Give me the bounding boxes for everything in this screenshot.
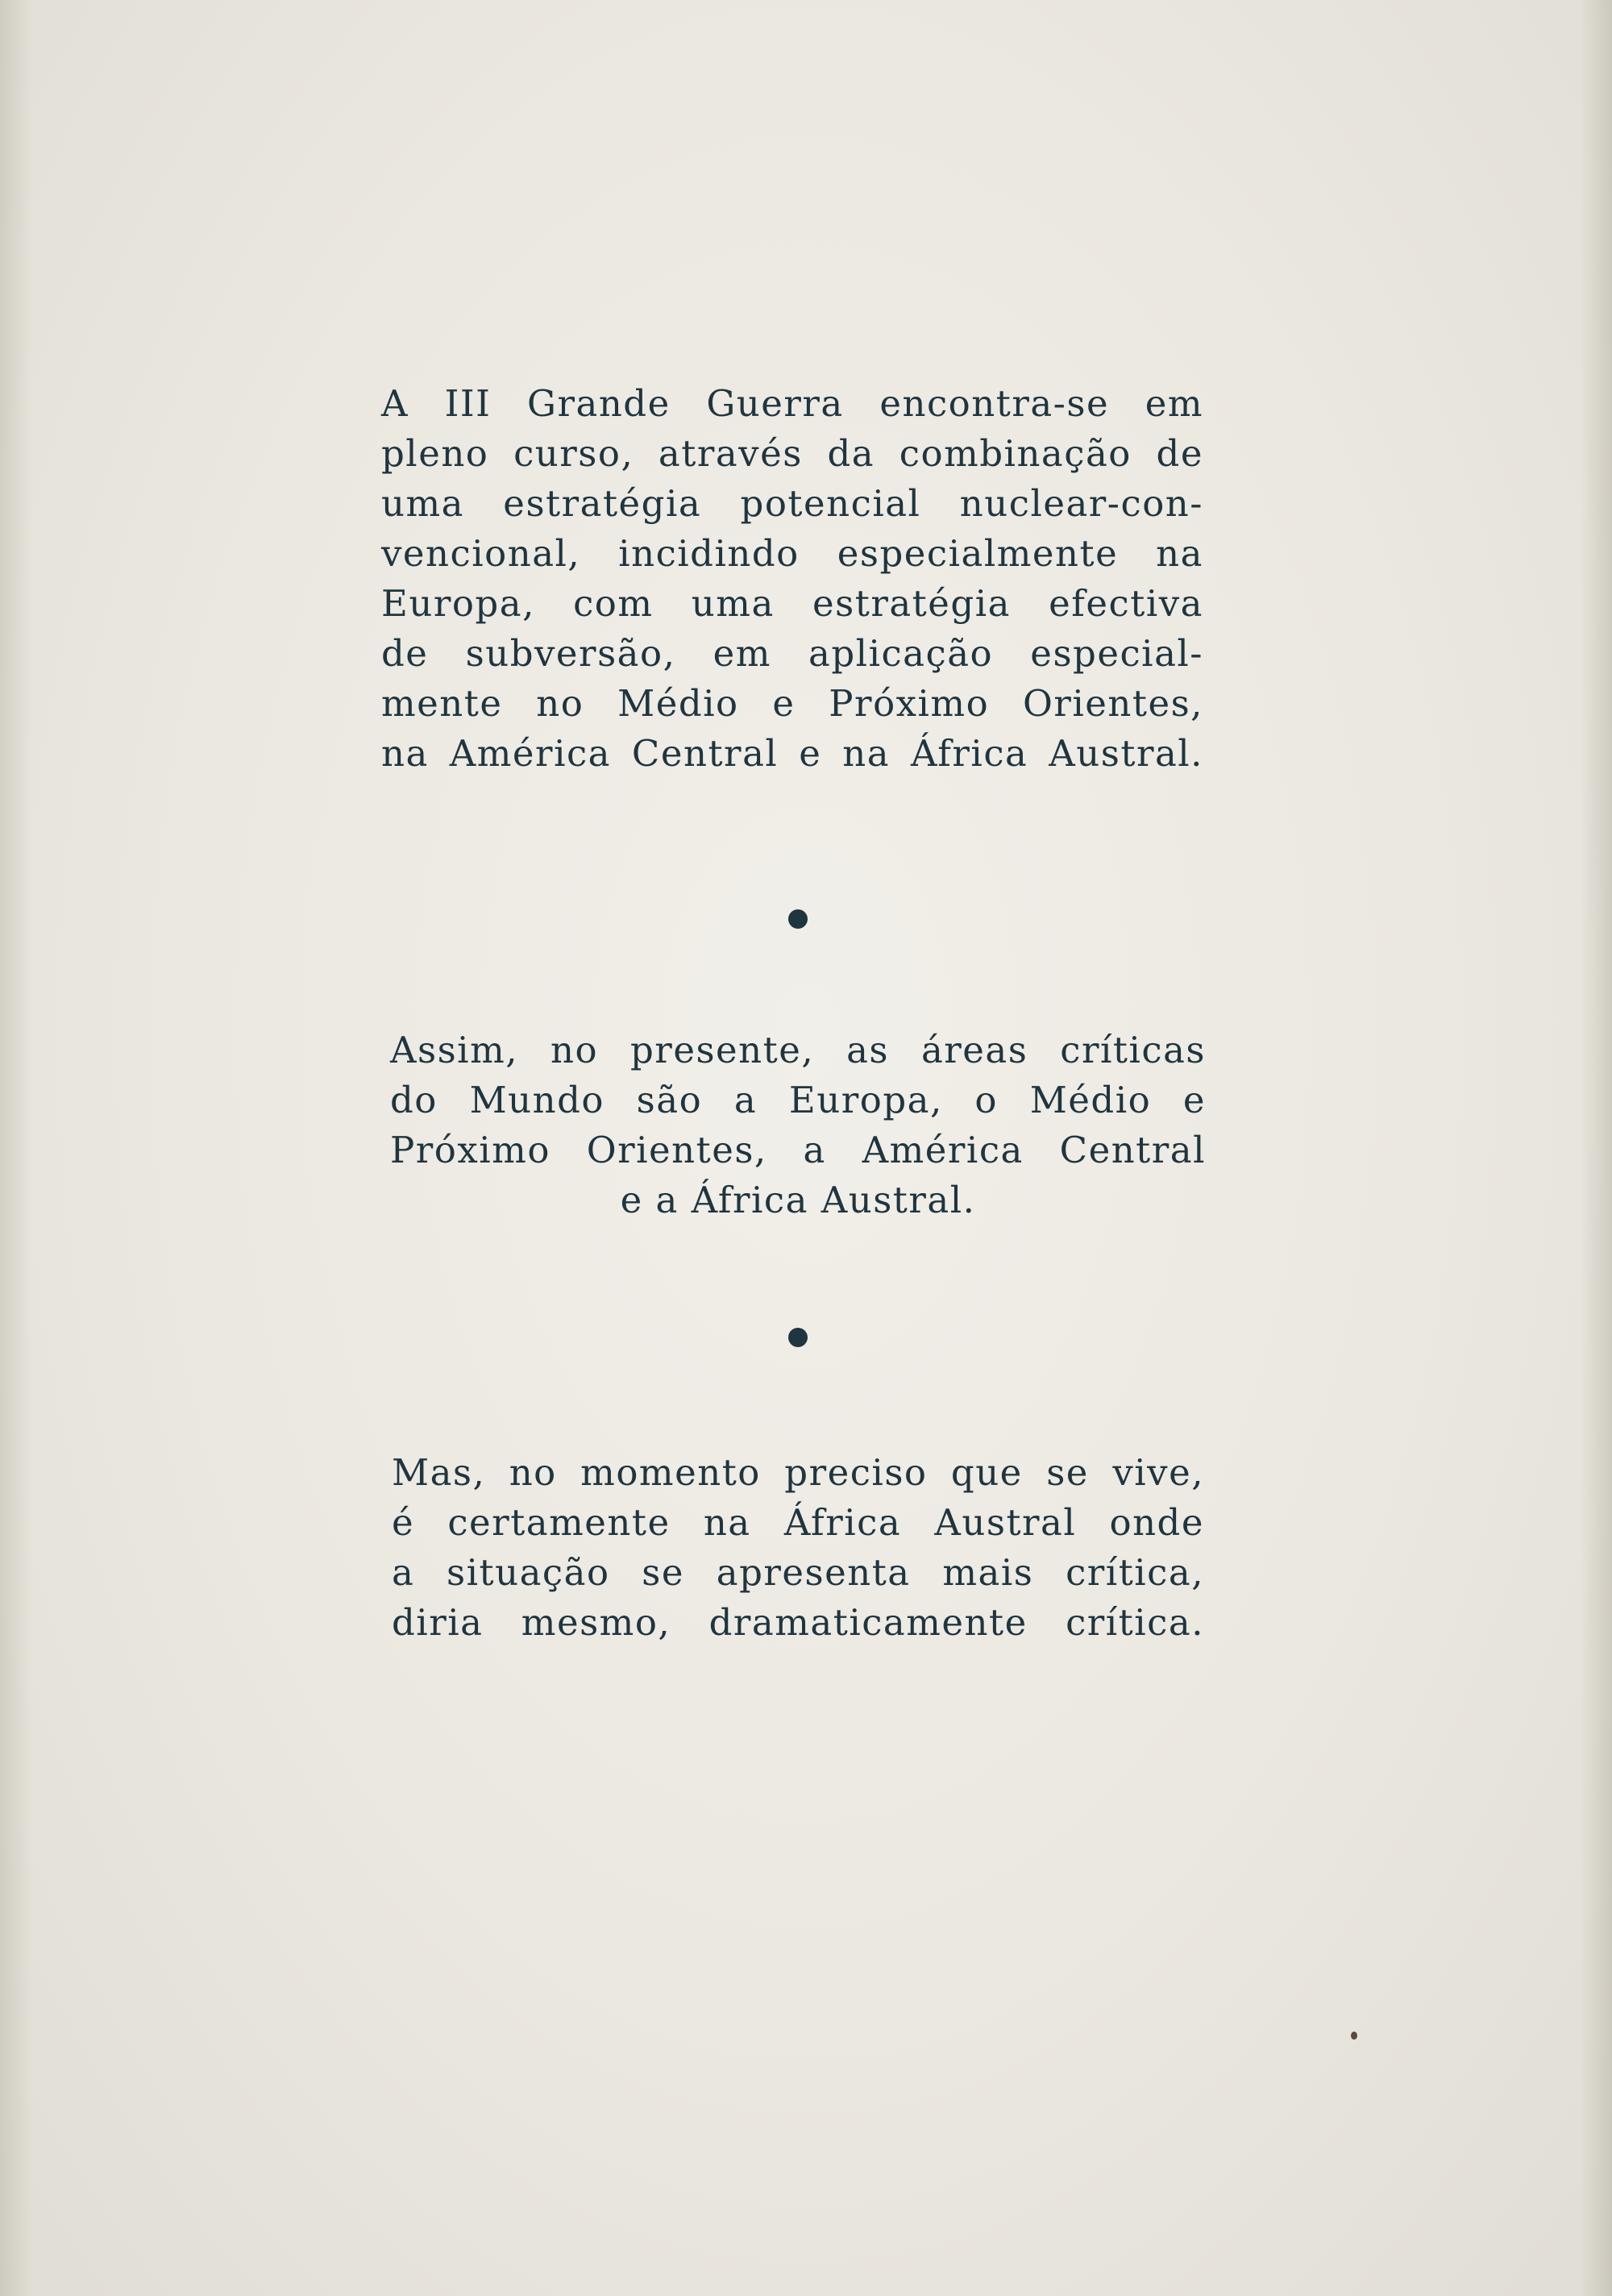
- paragraph-1-line: pleno curso, através da combinação de: [381, 432, 1203, 475]
- paragraph-3-line: diria mesmo, dramaticamente crítica.: [392, 1601, 1204, 1644]
- paragraph-1-line: vencional, incidindo especialmente na: [381, 532, 1203, 575]
- paragraph-2-line: Assim, no presente, as áreas críticas: [390, 1029, 1206, 1071]
- paragraph-1-line: na América Central e na África Austral.: [381, 732, 1203, 775]
- bullet-separator-2: [788, 1328, 808, 1347]
- paragraph-2-line: Próximo Orientes, a América Central: [390, 1129, 1206, 1171]
- bullet-separator-1: [788, 909, 808, 929]
- paragraph-2-line: do Mundo são a Europa, o Médio e: [390, 1079, 1206, 1121]
- paragraph-2: [390, 1025, 1206, 1225]
- paragraph-2-line: e a África Austral.: [620, 1179, 976, 1221]
- left-edge-shadow: [0, 0, 32, 2296]
- paragraph-3-line: Mas, no momento preciso que se vive,: [392, 1451, 1204, 1494]
- paragraph-1-line: A III Grande Guerra encontra-se em: [381, 382, 1203, 425]
- paragraph-3-line: é certamente na África Austral onde: [392, 1501, 1204, 1544]
- paragraph-1-line: uma estratégia potencial nuclear-con-: [381, 482, 1203, 525]
- paragraph-1: [381, 379, 1203, 779]
- paper-speck: [1351, 2032, 1357, 2040]
- paragraph-3-line: a situação se apresenta mais crítica,: [392, 1551, 1204, 1594]
- right-edge-shadow: [1580, 0, 1612, 2296]
- paragraph-3: [392, 1448, 1204, 1648]
- paragraph-1-line: mente no Médio e Próximo Orientes,: [381, 682, 1203, 725]
- paragraph-1-line: de subversão, em aplicação especial-: [381, 632, 1203, 675]
- paragraph-1-line: Europa, com uma estratégia efectiva: [381, 582, 1203, 625]
